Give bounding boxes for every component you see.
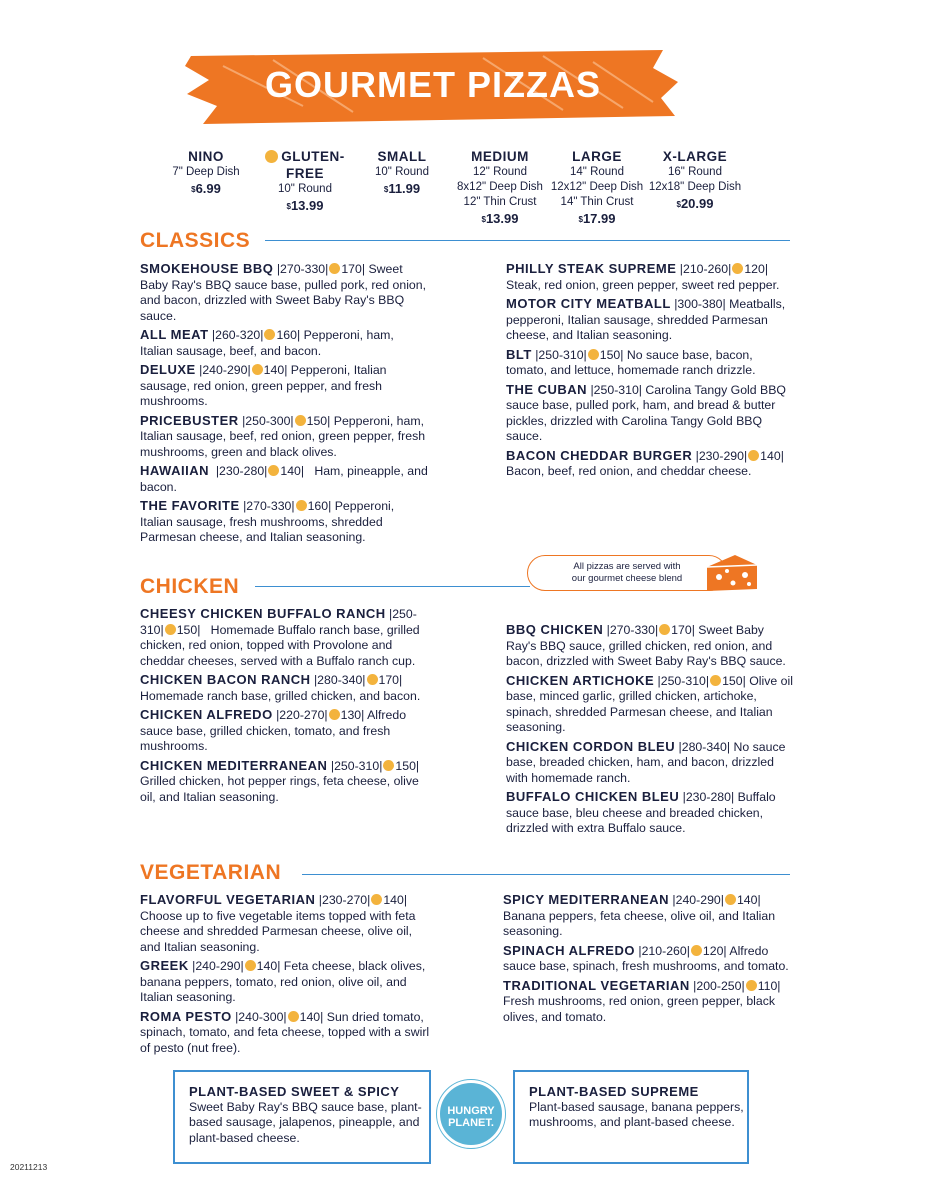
menu-item <box>140 1008 433 1057</box>
section-divider <box>255 586 530 587</box>
gluten-free-icon <box>165 624 176 635</box>
classics-left-column <box>140 261 430 549</box>
item-name: ALL MEAT <box>140 327 209 342</box>
gluten-free-calories: 140| <box>383 893 408 907</box>
item-calories: |250-310| <box>654 673 710 688</box>
item-description: Grilled chicken, hot pepper rings, feta cheese, olive oil, and Italian seasoning. <box>140 758 423 804</box>
item-name: CHICKEN BACON RANCH <box>140 672 311 687</box>
size-price <box>450 210 550 227</box>
size-option <box>156 148 256 197</box>
gluten-free-calories: 150| <box>306 413 331 428</box>
gluten-free-icon <box>725 894 736 905</box>
item-description: Alfredo sauce base, grilled chicken, tomato, and fresh mushrooms. <box>140 708 410 753</box>
menu-item <box>503 892 793 940</box>
gluten-free-icon <box>245 960 256 971</box>
vegetarian-right-column <box>503 892 793 1028</box>
item-calories: |230-290| <box>692 448 748 463</box>
item-name: HAWAIIAN <box>140 463 209 478</box>
document-code: 20211213 <box>10 1162 48 1172</box>
title-banner <box>183 46 683 126</box>
size-price <box>645 195 745 212</box>
menu-item <box>140 362 430 410</box>
size-price <box>547 210 647 227</box>
item-name: SMOKEHOUSE BBQ <box>140 261 274 276</box>
item-description: Buffalo sauce base, bleu cheese and breaded chicken, drizzled with extra Buffalo sauce. <box>506 790 780 835</box>
menu-item <box>140 758 430 806</box>
menu-item <box>140 463 430 495</box>
gluten-free-icon <box>691 945 702 956</box>
size-name <box>547 148 647 165</box>
gluten-free-calories: 160| <box>276 328 301 342</box>
item-name: CHICKEN ALFREDO <box>140 707 273 722</box>
menu-item <box>140 707 430 755</box>
size-description: 7" Deep Dish <box>172 166 240 178</box>
item-name: BLT <box>506 346 532 362</box>
menu-item <box>506 673 796 736</box>
cheese-note <box>527 555 727 591</box>
size-price <box>255 197 355 214</box>
gluten-free-calories: 140| <box>280 464 305 478</box>
gluten-free-icon <box>746 980 757 991</box>
item-calories: |260-320| <box>208 328 264 342</box>
menu-item <box>506 622 796 670</box>
menu-item <box>506 347 796 379</box>
item-description: Steak, red onion, green pepper, sweet red pepper. <box>506 262 780 292</box>
menu-item <box>506 261 796 293</box>
menu-item <box>140 261 430 324</box>
menu-item <box>506 448 796 480</box>
menu-item <box>506 296 796 344</box>
gluten-free-icon <box>268 465 279 476</box>
item-name: TRADITIONAL VEGETARIAN <box>503 977 690 993</box>
price-value: 13.99 <box>290 198 324 213</box>
section-divider <box>265 240 790 241</box>
item-description: Olive oil base, minced garlic, grilled chicken, artichoke, spinach, shredded Parmesan cheese, and Italian seasoning. <box>506 673 797 734</box>
price-value: 13.99 <box>485 211 519 226</box>
currency-symbol: $ <box>286 202 291 211</box>
item-name: THE CUBAN <box>506 381 588 397</box>
item-description: Pepperoni, Italian sausage, fresh mushrooms, shredded Parmesan cheese, and Italian seasoning. <box>140 499 398 544</box>
item-name: THE FAVORITE <box>140 498 240 513</box>
menu-item <box>503 943 793 975</box>
size-name <box>156 148 256 165</box>
item-description: Feta cheese, black olives, banana peppers, tomato, red onion, olive oil, and Italian seasoning. <box>140 959 429 1004</box>
gluten-free-calories: 140| <box>263 363 288 377</box>
menu-item <box>506 382 796 445</box>
gluten-free-icon <box>732 263 743 274</box>
item-description: Pepperoni, ham, Italian sausage, beef, red onion, green pepper, fresh mushrooms, green and black olives. <box>140 413 429 459</box>
plant-based-sweet-spicy-box <box>173 1070 431 1164</box>
item-calories: |250-300| <box>238 413 294 428</box>
currency-symbol: $ <box>481 215 486 224</box>
item-name: PLANT-BASED SUPREME <box>529 1084 699 1099</box>
page-title: GOURMET PIZZAS <box>265 64 601 105</box>
currency-symbol: $ <box>578 215 583 224</box>
size-description: 12x18" Deep Dish <box>648 181 742 193</box>
gluten-free-icon <box>329 709 340 720</box>
item-description: Choose up to five vegetable items topped with feta cheese and shredded Parmesan cheese, olive oil, and Italian seasoning. <box>140 893 419 954</box>
gluten-free-icon <box>264 329 275 340</box>
size-option <box>255 148 355 214</box>
gluten-free-icon <box>296 500 307 511</box>
gluten-free-calories: 120| <box>744 262 769 276</box>
item-calories: |220-270| <box>272 708 328 722</box>
size-option <box>547 148 647 227</box>
item-calories: |230-270| <box>315 893 371 907</box>
item-description: Banana peppers, feta cheese, olive oil, and Italian seasoning. <box>503 893 779 938</box>
item-calories: |240-290| <box>188 959 244 973</box>
gluten-free-calories: 170| <box>341 262 366 276</box>
item-description: Carolina Tangy Gold BBQ sauce base, pulled pork, ham, and bread & butter pickles, drizzled with Carolina Tangy Gold BBQ sauce. <box>506 382 790 443</box>
item-name: PHILLY STEAK SUPREME <box>506 261 677 276</box>
size-name <box>255 148 355 182</box>
item-name: PRICEBUSTER <box>140 412 239 428</box>
logo-line: PLANET. <box>448 1117 494 1129</box>
size-description: 12" Round <box>473 166 527 178</box>
gluten-free-icon <box>748 450 759 461</box>
item-calories: |270-330| <box>239 499 295 513</box>
gluten-free-icon <box>367 674 378 685</box>
gluten-free-icon <box>383 760 394 771</box>
gluten-free-calories: 150| <box>176 622 201 637</box>
item-description: Sweet Baby Ray's BBQ sauce, grilled chicken, red onion, and bacon, drizzled with Sweet Baby Ray's BBQ sauce. <box>506 623 786 668</box>
cheese-icon <box>705 553 759 593</box>
section-title-chicken: CHICKEN <box>140 575 240 598</box>
menu-item <box>140 958 430 1006</box>
item-name: SPICY MEDITERRANEAN <box>503 892 670 907</box>
menu-item <box>140 892 430 955</box>
menu-item <box>140 606 430 669</box>
chicken-left-column <box>140 606 430 808</box>
item-calories: |210-260| <box>634 943 690 958</box>
item-description: Homemade Buffalo ranch base, grilled chicken, red onion, topped with Provolone and cheddar cheeses, served with a Buffalo ranch cup. <box>140 622 424 668</box>
gluten-free-calories: 110| <box>757 978 781 993</box>
gluten-free-calories: 140| <box>736 893 761 907</box>
item-calories: |230-280| <box>679 790 735 804</box>
menu-item <box>140 327 430 359</box>
size-option <box>450 148 550 227</box>
size-name-text: GLUTEN-FREE <box>281 149 345 181</box>
size-name <box>450 148 550 165</box>
size-name-text: NINO <box>188 149 224 164</box>
chicken-right-column <box>506 622 796 840</box>
item-name: CHICKEN CORDON BLEU <box>506 738 676 754</box>
item-calories: |210-260| <box>676 262 732 276</box>
gluten-free-icon <box>265 150 278 163</box>
currency-symbol: $ <box>191 185 196 194</box>
item-name: CHEESY CHICKEN BUFFALO RANCH <box>140 606 386 621</box>
item-description: Meatballs, pepperoni, Italian sausage, shredded Parmesan cheese, and Italian seasoning. <box>506 297 789 342</box>
box-border-top <box>173 1070 431 1072</box>
size-description: 14" Thin Crust <box>560 196 634 208</box>
item-calories: |250-310| <box>327 758 383 773</box>
item-description: Homemade ranch base, grilled chicken, and bacon. <box>140 673 421 703</box>
size-name-text: MEDIUM <box>471 149 529 164</box>
size-name-text: SMALL <box>377 149 427 164</box>
item-calories: |270-330| <box>603 623 659 637</box>
menu-item <box>140 672 430 704</box>
item-description: No sauce base, breaded chicken, ham, and bacon, drizzled with homemade ranch. <box>506 739 789 785</box>
gluten-free-icon <box>288 1011 299 1022</box>
size-name <box>352 148 452 165</box>
item-calories: |250-310| <box>140 607 417 637</box>
cheese-note-line: our gourmet cheese blend <box>571 573 683 584</box>
size-option <box>352 148 452 197</box>
item-name: BBQ CHICKEN <box>506 622 604 637</box>
size-description: 10" Round <box>278 183 332 195</box>
item-description: Plant-based sausage, banana peppers, mushrooms, and plant-based cheese. <box>529 1099 744 1129</box>
size-description: 16" Round <box>668 166 722 178</box>
gluten-free-icon <box>329 263 340 274</box>
size-name <box>645 148 745 165</box>
item-calories: |240-290| <box>669 893 724 907</box>
gluten-free-calories: 150| <box>722 673 746 688</box>
item-description: Pepperoni, ham, Italian sausage, beef, and bacon. <box>140 328 398 358</box>
item-name: BACON CHEDDAR BURGER <box>506 447 693 463</box>
size-name-text: LARGE <box>572 149 622 164</box>
price-value: 20.99 <box>680 196 714 211</box>
currency-symbol: $ <box>676 200 681 209</box>
item-name: ROMA PESTO <box>140 1008 232 1024</box>
section-title-vegetarian: VEGETARIAN <box>140 861 282 884</box>
vegetarian-left-column <box>140 892 433 1059</box>
hungry-planet-logo <box>437 1080 505 1148</box>
item-description: Sun dried tomato, spinach, tomato, and feta cheese, topped with a swirl of pesto (nut free). <box>140 1009 433 1055</box>
item-calories: |240-300| <box>231 1009 287 1024</box>
gluten-free-calories: 170| <box>671 623 695 637</box>
item-description: Alfredo sauce base, spinach, fresh mushrooms, and tomato. <box>503 943 789 973</box>
item-name: BUFFALO CHICKEN BLEU <box>506 789 680 804</box>
gluten-free-icon <box>659 624 670 635</box>
item-calories: |280-340| <box>675 739 731 754</box>
classics-right-column <box>506 261 796 483</box>
price-value: 11.99 <box>388 181 421 196</box>
gluten-free-icon <box>710 675 721 686</box>
item-name: MOTOR CITY MEATBALL <box>506 296 671 311</box>
section-divider <box>302 874 790 875</box>
size-price <box>352 180 452 197</box>
plant-based-supreme-box <box>513 1070 749 1164</box>
item-calories: |270-330| <box>273 262 329 276</box>
gluten-free-calories: 150| <box>395 758 420 773</box>
size-description: 14" Round <box>570 166 624 178</box>
gluten-free-calories: 140| <box>760 448 784 463</box>
size-description: 8x12" Deep Dish <box>457 181 543 193</box>
item-calories: |230-280| <box>209 464 268 478</box>
section-title-classics: CLASSICS <box>140 229 251 252</box>
item-description: No sauce base, bacon, tomato, and lettuce, homemade ranch drizzle. <box>506 347 757 377</box>
price-value: 17.99 <box>582 211 616 226</box>
gluten-free-calories: 160| <box>307 499 332 513</box>
item-description: Fresh mushrooms, red onion, green pepper, black olives, and tomato. <box>503 978 784 1024</box>
gluten-free-icon <box>588 349 599 360</box>
item-name: CHICKEN ARTICHOKE <box>506 672 655 688</box>
gluten-free-calories: 170| <box>378 673 403 687</box>
size-description: 12x12" Deep Dish <box>550 181 644 193</box>
item-calories: |250-310| <box>587 382 642 397</box>
item-name: DELUXE <box>140 362 196 377</box>
size-option <box>645 148 745 212</box>
size-description: 10" Round <box>375 166 429 178</box>
size-price <box>156 180 256 197</box>
gluten-free-icon <box>295 415 306 426</box>
menu-item <box>140 413 430 461</box>
item-name: CHICKEN MEDITERRANEAN <box>140 757 328 773</box>
item-description: Bacon, beef, red onion, and cheddar cheese. <box>506 448 788 478</box>
item-description: Pepperoni, Italian sausage, red onion, green pepper, and fresh mushrooms. <box>140 363 390 408</box>
gluten-free-calories: 120| <box>702 943 727 958</box>
item-name: FLAVORFUL VEGETARIAN <box>140 892 316 907</box>
logo-line: HUNGRY <box>447 1105 495 1117</box>
menu-item <box>503 978 793 1026</box>
item-description: Sweet Baby Ray's BBQ sauce base, pulled pork, red onion, and bacon, drizzled with Sweet Baby Ray's BBQ sauce. <box>140 262 430 323</box>
item-calories: |280-340| <box>310 673 366 687</box>
gluten-free-calories: 150| <box>599 347 624 362</box>
price-value: 6.99 <box>195 181 221 196</box>
item-calories: |250-310| <box>531 347 587 362</box>
menu-item <box>140 498 430 546</box>
size-name-text: X-LARGE <box>662 149 728 164</box>
gluten-free-calories: 140| <box>256 959 281 973</box>
item-name: GREEK <box>140 958 189 973</box>
menu-item <box>506 739 796 787</box>
gluten-free-icon <box>371 894 382 905</box>
cheese-note-line: All pizzas are served with <box>573 561 681 572</box>
item-description: Sweet Baby Ray's BBQ sauce base, plant-based sausage, jalapenos, pineapple, and plant-based cheese. <box>189 1099 422 1145</box>
box-border-top <box>513 1070 749 1072</box>
currency-symbol: $ <box>383 185 389 194</box>
item-calories: |240-290| <box>195 363 251 377</box>
gluten-free-icon <box>252 364 263 375</box>
item-name: PLANT-BASED SWEET & SPICY <box>189 1084 400 1099</box>
gluten-free-calories: 140| <box>299 1009 324 1024</box>
item-calories: |200-250| <box>689 978 745 993</box>
menu-item <box>506 789 796 837</box>
item-name: SPINACH ALFREDO <box>503 942 635 958</box>
gluten-free-calories: 130| <box>340 708 365 722</box>
item-description: Ham, pineapple, and bacon. <box>140 464 432 494</box>
size-description: 12" Thin Crust <box>463 196 537 208</box>
item-calories: |300-380| <box>670 297 726 311</box>
